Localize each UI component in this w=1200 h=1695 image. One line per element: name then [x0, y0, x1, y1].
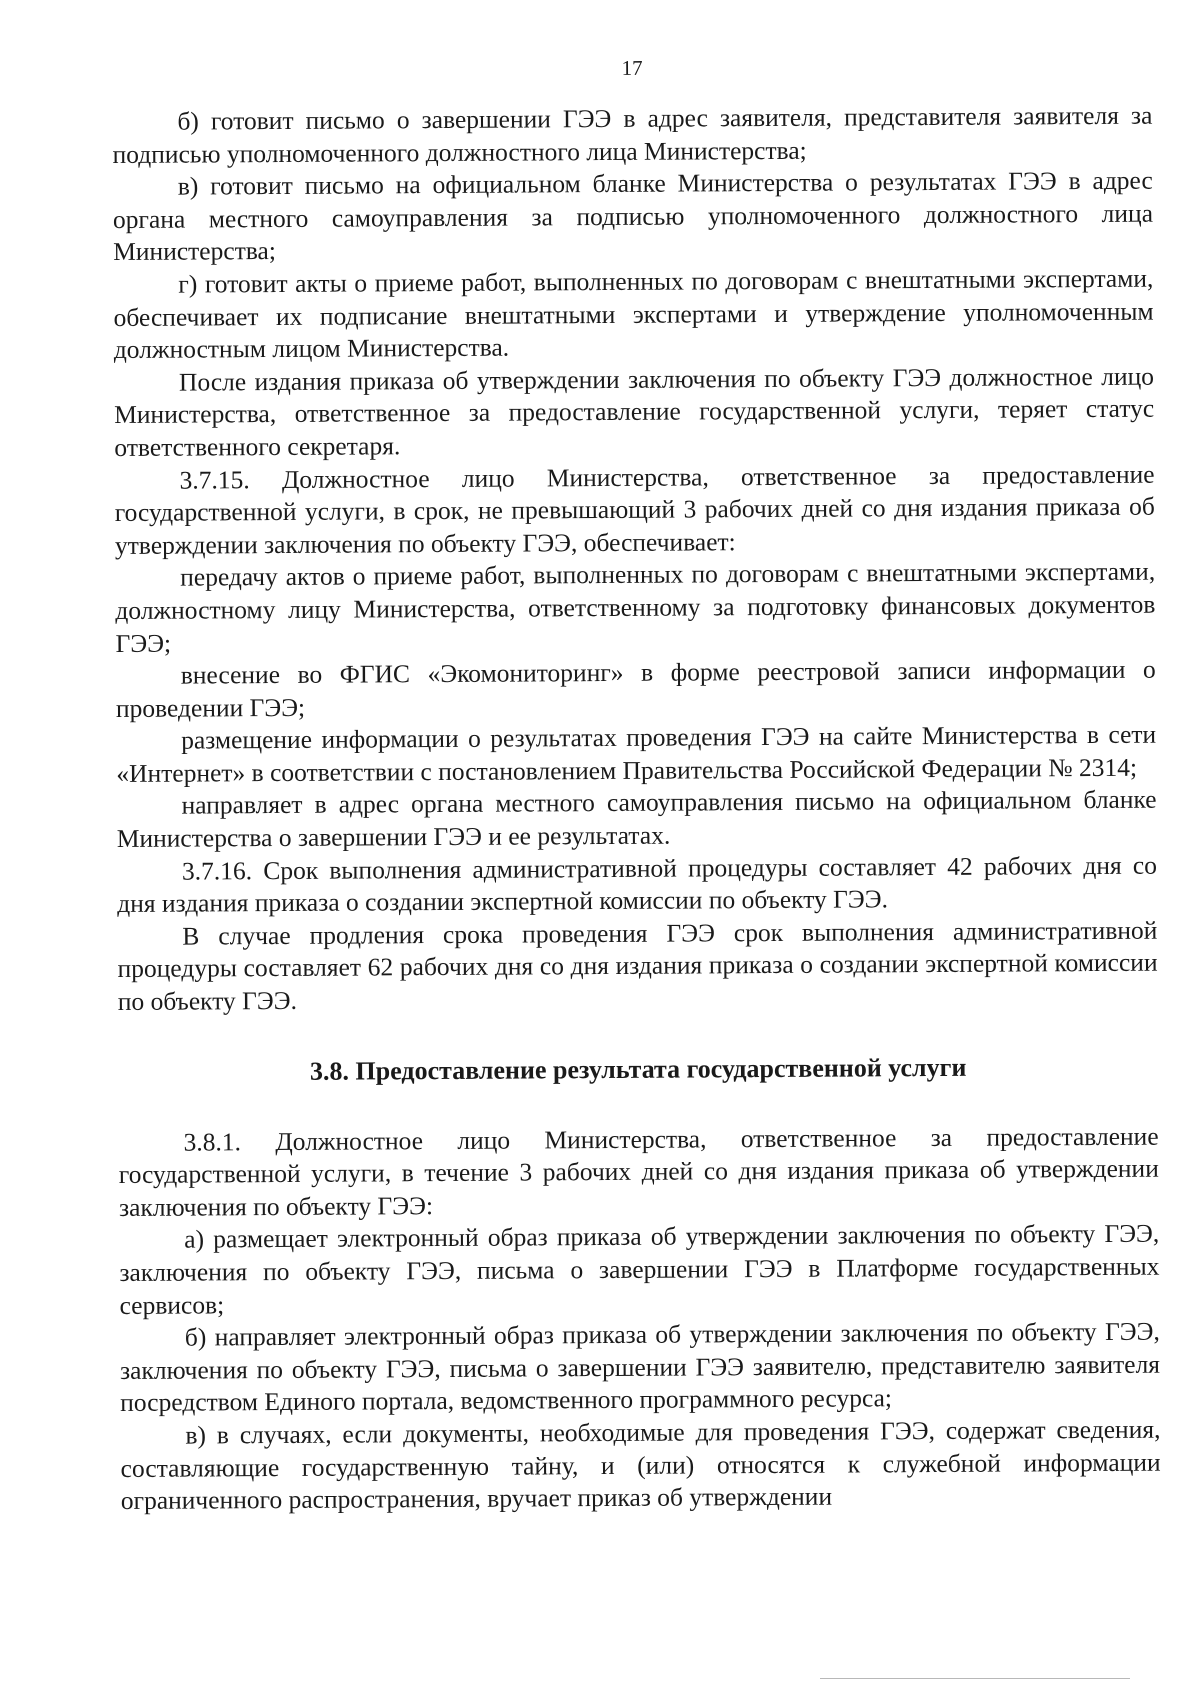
paragraph-b-portal: б) направляет электронный образ приказа об утверждении заключения по объекту ГЭЭ, заключения по объекту ГЭЭ, письма о завершении ГЭЭ заявителю, представителю заявителя посредством Единого портала, ведомственного программного ресурса;	[119, 1316, 1161, 1418]
paragraph-ecomonitoring: внесение во ФГИС «Экомониторинг» в форме реестровой записи информации о проведении ГЭЭ;	[115, 654, 1156, 723]
paragraph-a-platform: а) размещает электронный образ приказа об утверждении заключения по объекту ГЭЭ, заключения по объекту ГЭЭ, письма о завершении ГЭЭ в Платформе государственных сервисов;	[119, 1219, 1160, 1320]
paragraph-v-secret: в) в случаях, если документы, необходимые для проведения ГЭЭ, содержат сведения, составляющие государственную тайну, и (или) относятся к служебной информации ограниченного распространения, вручает приказ об утверждении	[120, 1414, 1161, 1516]
paragraph-website: размещение информации о результатах проведения ГЭЭ на сайте Министерства в сети «Интернет» в соответствии с постановлением Правительства Российской Федерации № 2314;	[116, 719, 1157, 788]
bottom-divider	[820, 1678, 1130, 1679]
bottom-paragraphs	[119, 1120, 1161, 1517]
paragraph-status: После издания приказа об утверждении заключения по объекту ГЭЭ должностное лицо Министерства, ответственное за предоставление государственной услуги, теряет статус ответственного секретаря.	[114, 361, 1155, 462]
paragraph-v-letter: в) готовит письмо на официальном бланке Министерства о результатах ГЭЭ в адрес органа местного самоуправления за подписью уполномоченного должностного лица Министерства;	[112, 165, 1154, 267]
paragraph-g-acts: г) готовит акты о приеме работ, выполненных по договорам с внештатными экспертами, обеспечивает их подписание внештатными экспертами и утверждение уполномоченным должностным лицом Министерства.	[113, 263, 1154, 365]
paragraph-extension: В случае продления срока проведения ГЭЭ срок выполнения административной процедуры составляет 62 рабочих дня со дня издания приказа о создании экспертной комиссии по объекту ГЭЭ.	[117, 915, 1158, 1017]
paragraph-3-8-1: 3.8.1. Должностное лицо Министерства, ответственное за предоставление государственной услуги, в течение 3 рабочих дней со дня издания приказа об утверждении заключения по объекту ГЭЭ:	[118, 1121, 1159, 1222]
page-number: 17	[621, 55, 643, 80]
page-content	[112, 52, 1161, 1518]
top-paragraphs	[112, 100, 1158, 1019]
paragraph-3-7-16: 3.7.16. Срок выполнения административной процедуры составляет 42 рабочих дня со дня издания приказа о создании экспертной комиссии по объекту ГЭЭ.	[117, 850, 1158, 919]
paragraph-local-government: направляет в адрес органа местного самоуправления письмо на официальном бланке Министерства о завершении ГЭЭ и ее результатах.	[116, 785, 1157, 854]
paragraph-3-7-15: 3.7.15. Должностное лицо Министерства, ответственное за предоставление государственной услуги, в срок, не превышающий 3 рабочих дней со дня издания приказа об утверждении заключения по объекту ГЭЭ, обеспечивает:	[114, 459, 1155, 560]
paragraph-b-letter: б) готовит письмо о завершении ГЭЭ в адрес заявителя, представителя заявителя за подписью уполномоченного должностного лица Министерства;	[112, 100, 1153, 169]
section-title: 3.8. Предоставление результата государственной услуги	[309, 1052, 967, 1086]
paragraph-acts-transfer: передачу актов о приеме работ, выполненных по договорам с внештатными экспертами, должностному лицу Министерства, ответственному за подготовку финансовых документов ГЭЭ;	[115, 556, 1156, 658]
